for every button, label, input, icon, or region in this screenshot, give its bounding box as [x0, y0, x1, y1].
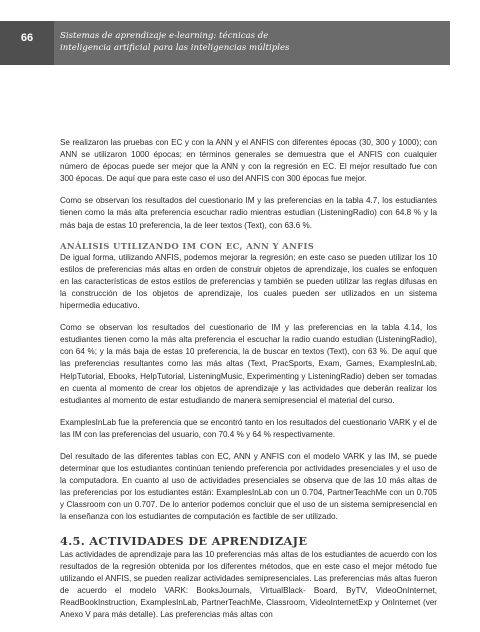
running-title-line-1: Sistemas de aprendizaje e-learning: técnicas de — [60, 31, 269, 41]
page-body — [60, 137, 437, 621]
paragraph-2: Como se observan los resultados del cuestionario IM y las preferencias en la tabla 4.7, los estudiantes tienen como la más alta preferencia escuchar radio mientras estudian (ListeningRadio) con 64.8 % y la más baja de estas 10 preferencia, la de leer textos (Text), con 63.6 %. — [60, 196, 437, 230]
sub-heading: ANÁLISIS UTILIZANDO IM CON EC, ANN Y ANFIS — [60, 240, 315, 251]
paragraph-6: Del resultado de las diferentes tablas con EC, ANN y ANFIS con el modelo VARK y las IM, se puede determinar que los estudiantes continúan teniendo preferencia por actividades presenciales y el uso de la computadora. En cuanto al uso de actividades presenciales se observa que de las 10 más altas de las preferencias por los estudiantes están: ExamplesInLab con un 0.704, PartnerTeachMe con un 0.705 y Classroom con un 0.707. De lo anterior podemos concluir que el uso de un sistema semipresencial en la enseñanza con los estudiantes de computación es factible de ser utilizado. — [60, 451, 437, 522]
paragraph-4: Como se observan los resultados del cuestionario de IM y las preferencias en la tabla 4.14, los estudiantes tienen como la más alta preferencia el escuchar la radio cuando estudian (ListeningRadio), con 64 %; y la más baja de estas 10 preferencia, la de buscar en textos (Text), con 63 %. De aquí que las preferencias resultantes como las más altas (Text, PracSports, Exam, Games, ExamplesInLab, HelpTutorial, Ebooks, HelpTutorial, ListeningMusic, Experimenting y ListeningRadio) deben ser tomadas en cuenta al momento de crear los objetos de aprendizaje y las actividades que deberán realizar los estudiantes al momento de estar estudiando de manera semipresencial el material del curso. — [60, 323, 437, 405]
page-header — [0, 21, 450, 65]
paragraph-7: Las actividades de aprendizaje para las 10 preferencias más altas de los estudiantes de acuerdo con los resultados de la regresión obtenida por los diferentes métodos, que en este caso el mejor método fue utilizando el ANFIS, se pueden realizar actividades semipresenciales. Las preferencias más altas fueron de acuerdo el modelo VARK: BooksJournals, VirtualBlack- Board, ByTV, VideoOnInternet, ReadBookInstruction, ExamplesInLab, PartnerTeachMe, Classroom, VideoInternetExp y OnInternet (ver Anexo V para más detalle). Las preferencias más altas con — [60, 549, 437, 619]
running-title — [54, 21, 450, 65]
paragraph-1: Se realizaron las pruebas con EC y con la ANN y el ANFIS con diferentes épocas (30, 300 y 1000); con ANN se utilizaron 1000 épocas; en términos generales se demuestra que el ANFIS con cualquier número de épocas puede ser mejor que la ANN y con la regresión en EC. El mejor resultado fue con 300 épocas. De aquí que para este caso el uso del ANFIS con 300 épocas fue mejor. — [60, 138, 437, 184]
page-number: 66 — [0, 21, 54, 65]
section-heading: 4.5. ACTIVIDADES DE APRENDIZAJE — [60, 533, 308, 548]
paragraph-5: ExamplesInLab fue la preferencia que se encontró tanto en los resultados del cuestionario VARK y el de las IM con las preferencias del usuario, con 70.4 % y 64 % respectivamente. — [60, 417, 437, 439]
running-title-line-2: inteligencia artificial para las inteligencias múltiples — [60, 42, 290, 53]
paragraph-3: De igual forma, utilizando ANFIS, podemos mejorar la regresión; en este caso se pueden utilizar los 10 estilos de preferencias más altas en orden de construir objetos de aprendizaje, los cuales se enfoquen en las características de estos estilos de preferencias y también se pueden utilizar las reglas difusas en la construcción de los objetos de aprendizaje, los cuales pueden ser utilizados en un sistema hipermedia educativo. — [60, 252, 437, 311]
